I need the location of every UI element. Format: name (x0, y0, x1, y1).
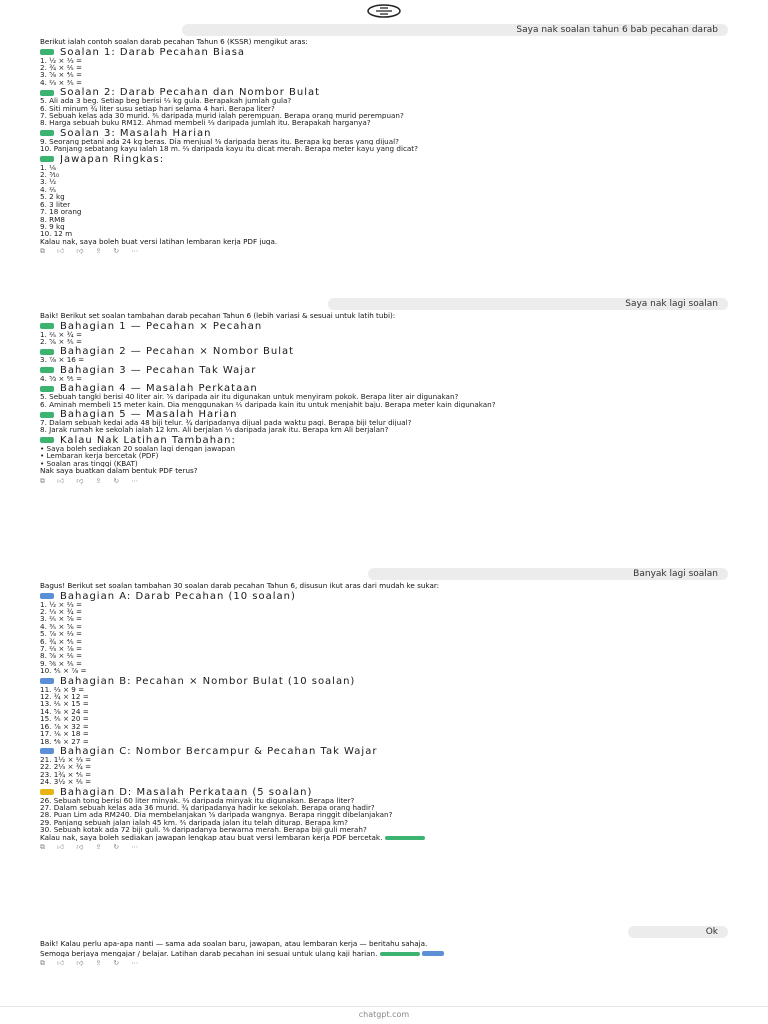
highlight-mark (385, 836, 425, 840)
message-paragraph: Baik! Kalau perlu apa-apa nanti — sama ada soalan baru, jawapan, atau lembaran kerja — beritahu sahaja. (40, 940, 428, 948)
assistant-message (40, 312, 730, 485)
question-list (40, 797, 730, 834)
list-item: 22. 2⅓ × ¾ = (40, 763, 92, 771)
list-item: 3. ⅞ × 16 = (40, 356, 85, 364)
list-item: 8. ⅝ × ⅖ = (40, 652, 82, 660)
message-outro: Kalau nak, saya boleh sediakan jawapan lengkap atau buat versi lembaran kerja PDF bercetak. (40, 834, 730, 842)
list-item: 8. Harga sebuah buku RM12. Ahmad membeli ⅔ daripada jumlah itu. Berapakah harganya? (40, 119, 371, 127)
link-mark[interactable] (422, 951, 444, 956)
list-item: 7. Sebuah kelas ada 30 murid. ⅗ daripada murid ialah perempuan. Berapa orang murid perempuan? (40, 112, 404, 120)
list-item: 4. ⅔ × ⅗ = (40, 78, 82, 87)
list-item: 13. ⅖ × 15 = (40, 700, 89, 708)
question-list (40, 97, 730, 127)
list-item: 9. ⁵⁄₆ × ⅗ = (40, 659, 82, 668)
list-item: 3. ⅖ × ⅝ = (40, 615, 82, 623)
list-item: 14. ⅝ × 24 = (40, 707, 89, 716)
thumbs-up-icon[interactable]: 👍︎ (57, 476, 65, 485)
regenerate-icon[interactable]: ↻ (113, 476, 120, 485)
check-icon (40, 386, 54, 392)
list-item: 1. ½ × ⅔ = (40, 600, 82, 608)
list-item: 21. 1½ × ⅔ = (40, 755, 92, 764)
list-item: 1. ⅙ (40, 163, 57, 172)
section-heading: Bahagian C: Nombor Bercampur & Pecahan Tak Wajar (40, 747, 730, 756)
check-icon (40, 349, 54, 355)
copy-icon[interactable]: ⧉ (40, 959, 45, 968)
copy-icon[interactable]: ⧉ (40, 843, 45, 852)
section-heading: Bahagian 3 — Pecahan Tak Wajar (40, 366, 730, 375)
list-item: 17. ⅙ × 18 = (40, 730, 89, 738)
check-icon (40, 49, 54, 55)
section-heading: Soalan 1: Darab Pecahan Biasa (40, 48, 730, 57)
user-message: Banyak lagi soalan (368, 568, 728, 580)
user-message: Ok (628, 926, 728, 938)
message-actions (40, 477, 730, 485)
list-item: • Saya boleh sediakan 20 soalan lagi dengan jawapan (40, 444, 236, 453)
list-item: 8. RM8 (40, 215, 65, 223)
lightbulb-icon (40, 789, 54, 795)
thumbs-down-icon[interactable]: 👎︎ (76, 959, 84, 968)
list-item: 29. Panjang sebuah jalan ialah 45 km. ⅗ daripada jalan itu telah diturap. Berapa km? (40, 818, 349, 827)
more-icon[interactable]: ⋯ (131, 476, 139, 485)
check-icon (40, 367, 54, 373)
message-paragraph: Semoga berjaya mengajar / belajar. Latihan darab pecahan ini sesuai untuk ulang kaji harian. (40, 950, 730, 958)
list-item: 4. ⅖ (40, 185, 57, 194)
section-heading: Soalan 2: Darab Pecahan dan Nombor Bulat (40, 88, 730, 97)
thumbs-down-icon[interactable]: 👎︎ (76, 843, 84, 852)
section-heading: Bahagian 5 — Masalah Harian (40, 410, 730, 419)
list-item: 23. 1¾ × ⅘ = (40, 770, 92, 779)
list-item: 6. 3 liter (40, 200, 71, 209)
more-icon[interactable]: ⋯ (131, 247, 139, 256)
list-item: 7. 18 orang (40, 208, 82, 216)
assistant-message (40, 38, 730, 255)
section-heading: Bahagian 1 — Pecahan × Pecahan (40, 322, 730, 331)
thumbs-down-icon[interactable]: 👎︎ (76, 247, 84, 256)
regenerate-icon[interactable]: ↻ (113, 843, 120, 852)
copy-icon[interactable]: ⧉ (40, 476, 45, 485)
section-heading: Bahagian 2 — Pecahan × Nombor Bulat (40, 347, 730, 356)
list-item: 27. Dalam sebuah kelas ada 36 murid. ¾ daripadanya hadir ke sekolah. Berapa orang hadir? (40, 803, 375, 812)
question-list (40, 686, 730, 745)
section-heading: Bahagian D: Masalah Perkataan (5 soalan) (40, 788, 730, 797)
section-heading: Jawapan Ringkas: (40, 155, 730, 164)
check-icon (40, 130, 54, 136)
list-item: • Lembaran kerja bercetak (PDF) (40, 452, 159, 460)
user-message: Saya nak lagi soalan (328, 298, 728, 310)
regenerate-icon[interactable]: ↻ (113, 959, 120, 968)
list-item: 18. ⁴⁄₉ × 27 = (40, 737, 89, 745)
list-item: 1. ½ × ⅓ = (40, 56, 82, 64)
list-item: 4. ⅗ × ⅚ = (40, 622, 82, 631)
numbered-badge-icon (40, 748, 54, 754)
question-list (40, 356, 730, 363)
message-outro: Kalau nak, saya boleh buat versi latihan lembaran kerja PDF juga. (40, 237, 278, 246)
list-item: 6. ¾ × ⅘ = (40, 637, 82, 646)
list-item: 15. ⅗ × 20 = (40, 715, 89, 723)
list-item: 3. ⅝ × ⅘ = (40, 71, 82, 79)
list-item: 5. Ali ada 3 beg. Setiap beg berisi ⅔ kg gula. Berapakah jumlah gula? (40, 97, 292, 105)
list-item: 5. ⅞ × ⅔ = (40, 630, 82, 638)
question-list (40, 331, 730, 346)
share-icon[interactable]: ⇪ (95, 476, 102, 485)
question-list (40, 756, 730, 786)
list-item: 8. Jarak rumah ke sekolah ialah 12 km. Ali berjalan ⅓ daripada jarak itu. Berapa km Ali berjalan? (40, 426, 389, 434)
list-item: 6. Aminah membeli 15 meter kain. Dia menggunakan ⅖ daripada kain itu untuk menjahit baju. Berapa meter kain digunakan? (40, 400, 496, 409)
list-item: 10. 12 m (40, 230, 73, 238)
message-outro: Nak saya buatkan dalam bentuk PDF terus? (40, 467, 198, 475)
check-icon (40, 156, 54, 162)
list-item: 2. ⅚ × ⅗ = (40, 338, 82, 346)
user-message: Saya nak soalan tahun 6 bab pecahan darab (182, 24, 728, 36)
check-icon (40, 412, 54, 418)
section-heading: Bahagian 4 — Masalah Perkataan (40, 384, 730, 393)
question-list (40, 419, 730, 434)
message-actions (40, 247, 730, 255)
question-list (40, 393, 730, 408)
share-icon[interactable]: ⇪ (95, 959, 102, 968)
chatgpt-logo-icon[interactable] (366, 4, 402, 18)
section-heading: Bahagian B: Pecahan × Nombor Bulat (10 soalan) (40, 677, 730, 686)
thumbs-up-icon[interactable]: 👍︎ (57, 247, 65, 256)
list-item: 10. ⅘ × ⅞ = (40, 667, 87, 675)
list-item: 11. ⅔ × 9 = (40, 685, 85, 694)
numbered-badge-icon (40, 678, 54, 684)
section-heading: Kalau Nak Latihan Tambahan: (40, 436, 730, 445)
list-item: • Soalan aras tinggi (KBAT) (40, 459, 138, 468)
assistant-message (40, 940, 730, 967)
share-icon[interactable]: ⇪ (95, 843, 102, 852)
list-item: 2. ⅓ × ¾ = (40, 608, 82, 616)
list-item: 28. Puan Lim ada RM240. Dia membelanjakan ⅝ daripada wangnya. Berapa ringgit dibelanjakan? (40, 811, 393, 819)
footer-divider (0, 1006, 768, 1007)
more-icon[interactable]: ⋯ (131, 959, 139, 968)
list-item: 5. 2 kg (40, 193, 65, 201)
list-item: 4. ⁵⁄₃ × ⁶⁄₅ = (40, 374, 82, 383)
footer-domain: chatgpt.com (358, 1010, 410, 1019)
question-list (40, 375, 730, 382)
question-list (40, 601, 730, 675)
list-item: 7. ⅔ × ⅞ = (40, 645, 82, 653)
thumbs-down-icon[interactable]: 👎︎ (76, 476, 84, 485)
message-intro: Baik! Berikut set soalan tambahan darab pecahan Tahun 6 (lebih variasi & sesuai untuk latih tubi): (40, 312, 396, 320)
list-item: 12. ¾ × 12 = (40, 693, 89, 701)
list-item: 24. 3½ × ⅖ = (40, 778, 92, 786)
list-item: 2. ³⁄₁₀ (40, 171, 59, 179)
highlight-mark (380, 952, 420, 956)
message-actions (40, 959, 730, 967)
message-intro: Bagus! Berikut set soalan tambahan 30 soalan darab pecahan Tahun 6, disusun ikut aras dari mudah ke sukar: (40, 582, 440, 590)
check-icon (40, 437, 54, 443)
list-item: 1. ⅖ × ¾ = (40, 330, 82, 338)
answer-list (40, 164, 730, 238)
check-icon (40, 323, 54, 329)
bullet-list (40, 445, 730, 467)
list-item: 30. Sebuah kotak ada 72 biji guli. ⁵⁄₉ daripadanya berwarna merah. Berapa biji guli merah? (40, 826, 367, 834)
regenerate-icon[interactable]: ↻ (113, 247, 120, 256)
list-item: 2. ¾ × ⅖ = (40, 64, 82, 72)
section-heading: Soalan 3: Masalah Harian (40, 129, 730, 138)
list-item: 3. ½ (40, 178, 57, 186)
list-item: 26. Sebuah tong berisi 60 liter minyak. ⅔ daripada minyak itu digunakan. Berapa liter? (40, 796, 355, 804)
assistant-message (40, 582, 730, 851)
message-intro: Berikut ialah contoh soalan darab pecahan Tahun 6 (KSSR) mengikut aras: (40, 38, 308, 46)
list-item: 9. Seorang petani ada 24 kg beras. Dia menjual ⅜ daripada beras itu. Berapa kg beras yang dijual? (40, 137, 399, 146)
list-item: 10. Panjang sebatang kayu ialah 18 m. ⅔ daripada kayu itu dicat merah. Berapa meter kayu yang dicat? (40, 145, 418, 153)
question-list (40, 57, 730, 87)
question-list (40, 138, 730, 153)
check-icon (40, 90, 54, 96)
message-actions (40, 843, 730, 851)
numbered-badge-icon (40, 593, 54, 599)
list-item: 5. Sebuah tangki berisi 40 liter air. ⅝ daripada air itu digunakan untuk menyiram pokok. Berapa liter air digunakan? (40, 393, 459, 401)
list-item: 6. Siti minum ¾ liter susu setiap hari selama 4 hari. Berapa liter? (40, 104, 275, 113)
section-heading: Bahagian A: Darab Pecahan (10 soalan) (40, 592, 730, 601)
copy-icon[interactable]: ⧉ (40, 247, 45, 256)
list-item: 9. 9 kg (40, 222, 65, 231)
share-icon[interactable]: ⇪ (95, 247, 102, 256)
thumbs-up-icon[interactable]: 👍︎ (57, 843, 65, 852)
list-item: 7. Dalam sebuah kedai ada 48 biji telur. ¾ daripadanya dijual pada waktu pagi. Berapa biji telur dijual? (40, 419, 412, 427)
thumbs-up-icon[interactable]: 👍︎ (57, 959, 65, 968)
more-icon[interactable]: ⋯ (131, 843, 139, 852)
list-item: 16. ⅞ × 32 = (40, 722, 89, 731)
